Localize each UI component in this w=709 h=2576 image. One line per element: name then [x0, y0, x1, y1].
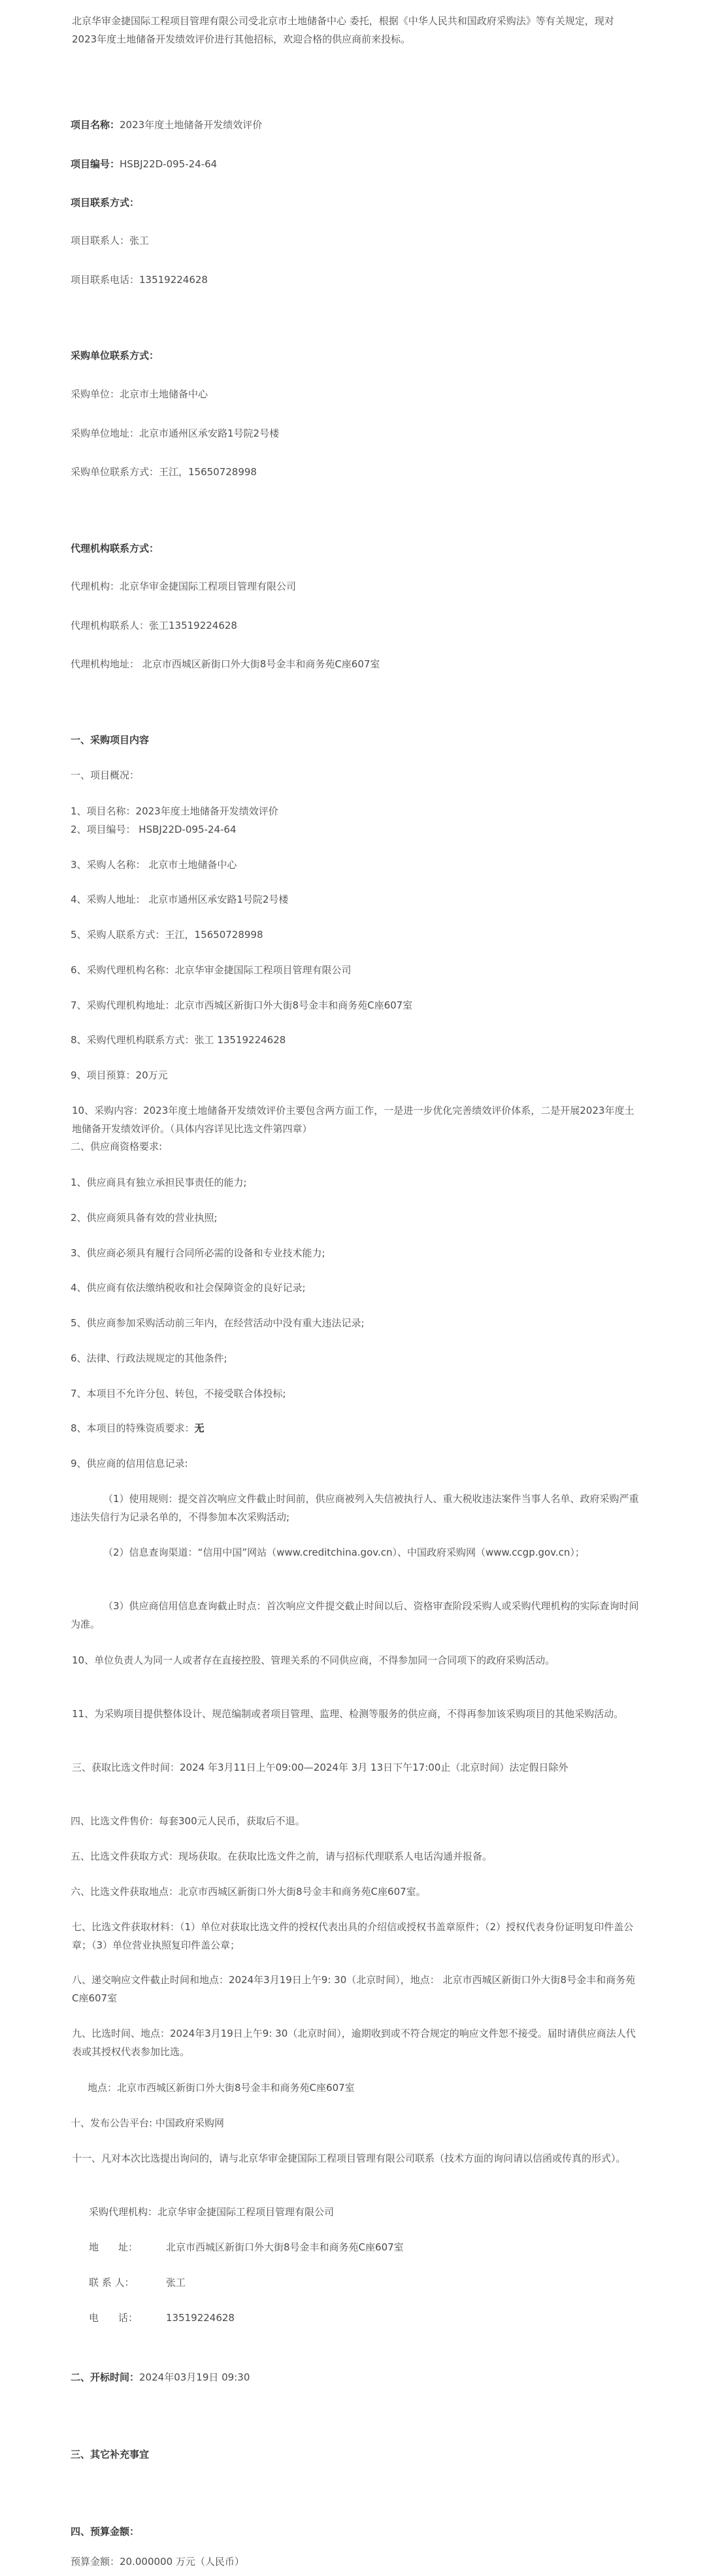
- qualification-item: 3、供应商必须具有履行合同所必需的设备和专业技术能力;: [71, 1247, 325, 1259]
- qualification-item: 1、供应商具有独立承担民事责任的能力;: [71, 1177, 247, 1188]
- list-item: 9、项目预算：20万元: [71, 1069, 168, 1081]
- agency-heading: 代理机构联系方式：: [71, 543, 159, 554]
- list-item: 7、采购代理机构地址：北京市西城区新街口外大街8号金丰和商务苑C座607室: [71, 999, 413, 1011]
- list-item: 4、采购人地址： 北京市通州区承安路1号院2号楼: [71, 894, 289, 905]
- inquiry-notice: 十一、凡对本次比选提出询问的，请与北京华审金捷国际工程项目管理有限公司联系（技术方面的询问请以信函或传真的形式）。: [72, 2152, 626, 2164]
- budget-heading: 四、预算金额：: [71, 2526, 140, 2537]
- document-method: 五、比选文件获取方式：现场获取。在获取比选文件之前，请与招标代理联系人电话沟通并报备。: [71, 1850, 493, 1862]
- project-contact-phone: 项目联系电话：13519224628: [71, 274, 208, 286]
- clause-10: 10、单位负责人为同一人或者存在直接控股、管理关系的不同供应商，不得参加同一合同项下的政府采购活动。: [72, 1654, 555, 1666]
- document-time: 三、获取比选文件时间：2024 年3月11日上午09:00—2024年 3月 13日下午17:00止（北京时间）法定假日除外: [72, 1762, 569, 1773]
- submission-deadline: 八、递交响应文件截止时间和地点：2024年3月19日上午9: 30（北京时间），地点： 北京市西城区新街口外大街8号金丰和商务苑C座607室: [72, 1974, 636, 2004]
- qualification-item: 2、供应商须具备有效的营业执照;: [71, 1212, 218, 1224]
- project-code: [71, 155, 646, 173]
- credit-rule-2: （2）信息查询渠道：“信用中国”网站（www.creditchina.gov.cn）、中国政府采购网（www.ccgp.gov.cn）；: [103, 1547, 585, 1558]
- contact-address-label: 地 址：: [89, 2241, 139, 2253]
- list-item: 3、采购人名称： 北京市土地储备中心: [71, 859, 237, 871]
- special-qualification-label: 8、本项目的特殊资质要求：: [71, 1422, 195, 1434]
- other-matters-heading: 三、其它补充事宜: [71, 2449, 150, 2460]
- contact-person: [89, 2273, 651, 2292]
- credit-rule-1: （1）使用规则：提交首次响应文件截止时间前，供应商被列入失信被执行人、重大税收违法案件当事人名单、政府采购严重违法失信行为记录名单的，不得参加本次采购活动;: [71, 1493, 639, 1523]
- qualification-item: 4、供应商有依法缴纳税收和社会保障资金的良好记录;: [71, 1282, 306, 1294]
- qualification-item: 6、法律、行政法规规定的其他条件;: [71, 1352, 227, 1364]
- contact-phone: [89, 2309, 651, 2327]
- publish-platform: 十、发布公告平台: 中国政府采购网: [71, 2117, 224, 2129]
- special-qualification-value: 无: [194, 1422, 205, 1434]
- intro-paragraph: 北京华审金捷国际工程项目管理有限公司受北京市土地储备中心 委托，根据《中华人民共和国政府采购法》等有关规定，现对2023年度土地储备开发绩效评价进行其他招标，欢迎合格的供应商前来投标。: [72, 15, 614, 45]
- section1-heading: 一、采购项目内容: [71, 734, 150, 746]
- qualification-heading: 二、供应商资格要求:: [71, 1141, 163, 1152]
- opening-time-value: 2024年03月19日 09:30: [139, 2371, 250, 2383]
- list-item: 6、采购代理机构名称：北京华审金捷国际工程项目管理有限公司: [71, 964, 352, 976]
- credit-heading: 9、供应商的信用信息记录:: [71, 1458, 188, 1469]
- contact-person-label: 联 系 人：: [89, 2277, 135, 2288]
- list-item: 2、项目编号： HSBJ22D-095-24-64: [71, 824, 237, 835]
- document-price: 四、比选文件售价：每套300元人民币，获取后不退。: [71, 1815, 305, 1827]
- contact-phone-value: 13519224628: [166, 2312, 235, 2324]
- purchaser-unit: 采购单位：北京市土地储备中心: [71, 388, 208, 400]
- project-name: [71, 116, 646, 134]
- selection-time: 九、比选时间、地点：2024年3月19日上午9: 30（北京时间），逾期收到或不符合规定的响应文件恕不接受。届时请供应商法人代表或其授权代表参加比选。: [72, 2028, 636, 2058]
- document-location: 六、比选文件获取地点：北京市西城区新街口外大街8号金丰和商务苑C座607室。: [71, 1886, 426, 1898]
- contact-address-value: 北京市西城区新街口外大街8号金丰和商务苑C座607室: [166, 2241, 404, 2253]
- project-name-label: 项目名称：: [71, 119, 120, 131]
- budget-amount: 预算金额：20.000000 万元（人民币）: [71, 2556, 244, 2568]
- project-contact-heading: 项目联系方式：: [71, 197, 140, 209]
- procurement-content: 10、采购内容：2023年度土地储备开发绩效评价主要包含两方面工作，一是进一步优化完善绩效评价体系，二是开展2023年度土地储备开发绩效评价。（具体内容详见比选文件第四章）: [72, 1105, 635, 1135]
- agency-contact: 代理机构联系人：张工13519224628: [71, 620, 237, 631]
- contact-agency: 采购代理机构：北京华审金捷国际工程项目管理有限公司: [89, 2206, 335, 2218]
- purchaser-heading: 采购单位联系方式：: [71, 350, 159, 361]
- contact-person-value: 张工: [166, 2277, 186, 2288]
- clause-11: 11、为采购项目提供整体设计、规范编制或者项目管理、监理、检测等服务的供应商，不得再参加该采购项目的其他采购活动。: [72, 1708, 624, 1720]
- agency-name: 代理机构：北京华审金捷国际工程项目管理有限公司: [71, 580, 297, 592]
- purchaser-contact: 采购单位联系方式：王江，15650728998: [71, 466, 257, 478]
- document-materials: 七、比选文件获取材料：（1）单位对获取比选文件的授权代表出具的介绍信或授权书盖章原件；（2）授权代表身份证明复印件盖公章；（3）单位营业执照复印件盖公章；: [72, 1921, 634, 1951]
- qualification-item-special: [71, 1419, 646, 1437]
- contact-address: [89, 2238, 651, 2256]
- opening-time-heading: 二、开标时间：: [71, 2371, 140, 2383]
- list-item: 5、采购人联系方式：王江，15650728998: [71, 929, 263, 941]
- overview-heading: 一、项目概况：: [71, 769, 140, 781]
- project-code-value: HSBJ22D-095-24-64: [120, 158, 218, 170]
- list-item: 1、项目名称：2023年度土地储备开发绩效评价: [71, 805, 278, 817]
- qualification-item: 7、本项目不允许分包、转包，不接受联合体投标;: [71, 1388, 286, 1399]
- qualification-item: 5、供应商参加采购活动前三年内，在经营活动中没有重大违法记录;: [71, 1317, 365, 1329]
- selection-address: 地点：北京市西城区新街口外大街8号金丰和商务苑C座607室: [88, 2082, 355, 2094]
- contact-phone-label: 电 话：: [89, 2312, 139, 2324]
- project-contact-person: 项目联系人：张工: [71, 235, 150, 246]
- project-code-label: 项目编号：: [71, 158, 120, 170]
- opening-time: [71, 2368, 646, 2386]
- agency-address: 代理机构地址： 北京市西城区新街口外大街8号金丰和商务苑C座607室: [71, 658, 380, 670]
- list-item: 8、采购代理机构联系方式：张工 13519224628: [71, 1034, 286, 1046]
- credit-rule-3: （3）供应商信用信息查询截止时点：首次响应文件提交截止时间以后、资格审查阶段采购人或采购代理机构的实际查询时间为准。: [71, 1600, 639, 1630]
- project-name-value: 2023年度土地储备开发绩效评价: [120, 119, 263, 131]
- purchaser-address: 采购单位地址：北京市通州区承安路1号院2号楼: [71, 427, 280, 439]
